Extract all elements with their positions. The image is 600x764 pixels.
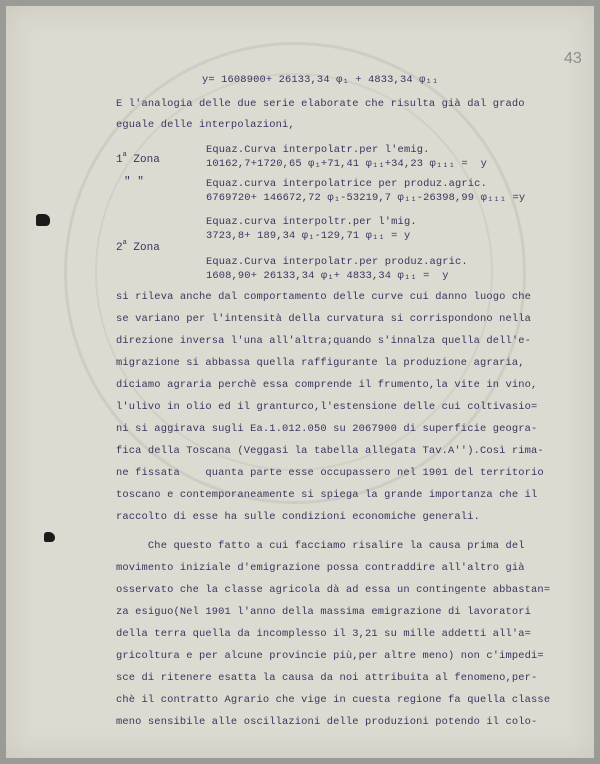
document-page bbox=[6, 6, 594, 758]
body-line: diciamo agraria perchè essa comprende il frumento,la vite in vino, bbox=[116, 379, 538, 391]
zone2-sup: a bbox=[122, 239, 127, 247]
intro-line: eguale delle interpolazioni, bbox=[116, 119, 295, 131]
para2-line: gricoltura e per alcune provincie più,per altre meno) non c'impedi= bbox=[116, 650, 544, 662]
punch-hole-top bbox=[36, 214, 50, 226]
body-line: ne fissata quanta parte esse occupassero nel 1901 del territorio bbox=[116, 467, 544, 479]
zone2-eq2-formula: 1608,90+ 26133,34 φ₁+ 4833,34 φ₁₁ = y bbox=[206, 270, 449, 282]
zone2-word: Zona bbox=[133, 242, 160, 254]
body-line: fica della Toscana (Veggasi la tabella allegata Tav.A'').Così rima- bbox=[116, 445, 544, 457]
zone1-label bbox=[116, 151, 160, 166]
body-line: migrazione si abbassa quella raffigurante la produzione agraria, bbox=[116, 357, 525, 369]
page-number: 43 bbox=[564, 50, 582, 67]
para2-line: Che questo fatto a cui facciamo risalire la causa prima del bbox=[116, 540, 525, 552]
zone2-number: 2 bbox=[116, 242, 123, 254]
body-line: si rileva anche dal comportamento delle curve cui danno luogo che bbox=[116, 291, 532, 303]
body-line: raccolto di esse ha sulle condizioni economiche generali. bbox=[116, 511, 480, 523]
para2-line: osservato che la classe agricola dà ad essa un contingente abbastan= bbox=[116, 584, 551, 596]
body-line: toscano e contemporaneamente si spiega la grande importanza che il bbox=[116, 489, 538, 501]
zone1-eq1-formula: 10162,7+1720,65 φ₁+71,41 φ₁₁+34,23 φ₁₁₁ = y bbox=[206, 158, 487, 170]
punch-hole-bottom bbox=[44, 532, 55, 542]
para2-line: della terra quella da incomplesso il 3,21 su mille addetti all'a= bbox=[116, 628, 532, 640]
para2-line: za esiguo(Nel 1901 l'anno della massima emigrazione di lavoratori bbox=[116, 606, 532, 618]
body-line: se variano per l'intensità della curvatura si corrispondono nella bbox=[116, 313, 532, 325]
para2-line: movimento iniziale d'emigrazione possa contraddire all'altro già bbox=[116, 562, 525, 574]
intro-line: E l'analogia delle due serie elaborate che risulta già dal grado bbox=[116, 98, 525, 110]
zone2-label bbox=[116, 239, 160, 254]
zone2-eq1-formula: 3723,8+ 189,34 φ₁-129,71 φ₁₁ = y bbox=[206, 230, 411, 242]
body-line: direzione inversa l'una all'altra;quando s'innalza quella dell'e- bbox=[116, 335, 532, 347]
zone2-eq1-title: Equaz.curva interpoltr.per l'mig. bbox=[206, 216, 417, 228]
para2-line: meno sensibile alle oscillazioni delle produzioni potendo il colo- bbox=[116, 716, 538, 728]
para2-line: sce di ritenere esatta la causa da noi attribuita al fenomeno,per- bbox=[116, 672, 538, 684]
para2-line: chè il contratto Agrario che vige in cuesta regione fa quella classe bbox=[116, 694, 551, 706]
zone2-eq2-title: Equaz.Curva interpolatr.per produz.agric. bbox=[206, 256, 468, 268]
zone1-word: Zona bbox=[133, 154, 160, 166]
zone1-eq1-title: Equaz.Curva interpolatr.per l'emig. bbox=[206, 144, 430, 156]
zone1-eq2-formula: 6769720+ 146672,72 φ₁-53219,7 φ₁₁-26398,99 φ₁₁₁ =y bbox=[206, 192, 526, 204]
zone1-sup: a bbox=[122, 151, 127, 159]
body-line: l'ulivo in olio ed il granturco,l'estensione delle cui coltivasio= bbox=[116, 401, 538, 413]
header-formula: y= 1608900+ 26133,34 φ₁ + 4833,34 φ₁₁ bbox=[202, 74, 439, 86]
zone1-number: 1 bbox=[116, 154, 123, 166]
body-line: ni si aggirava sugli Ea.1.012.050 su 2067900 di superficie geogra- bbox=[116, 423, 538, 435]
zone1-ditto-marks: " " bbox=[124, 176, 144, 188]
zone1-eq2-title: Equaz.curva interpolatrice per produz.agric. bbox=[206, 178, 487, 190]
